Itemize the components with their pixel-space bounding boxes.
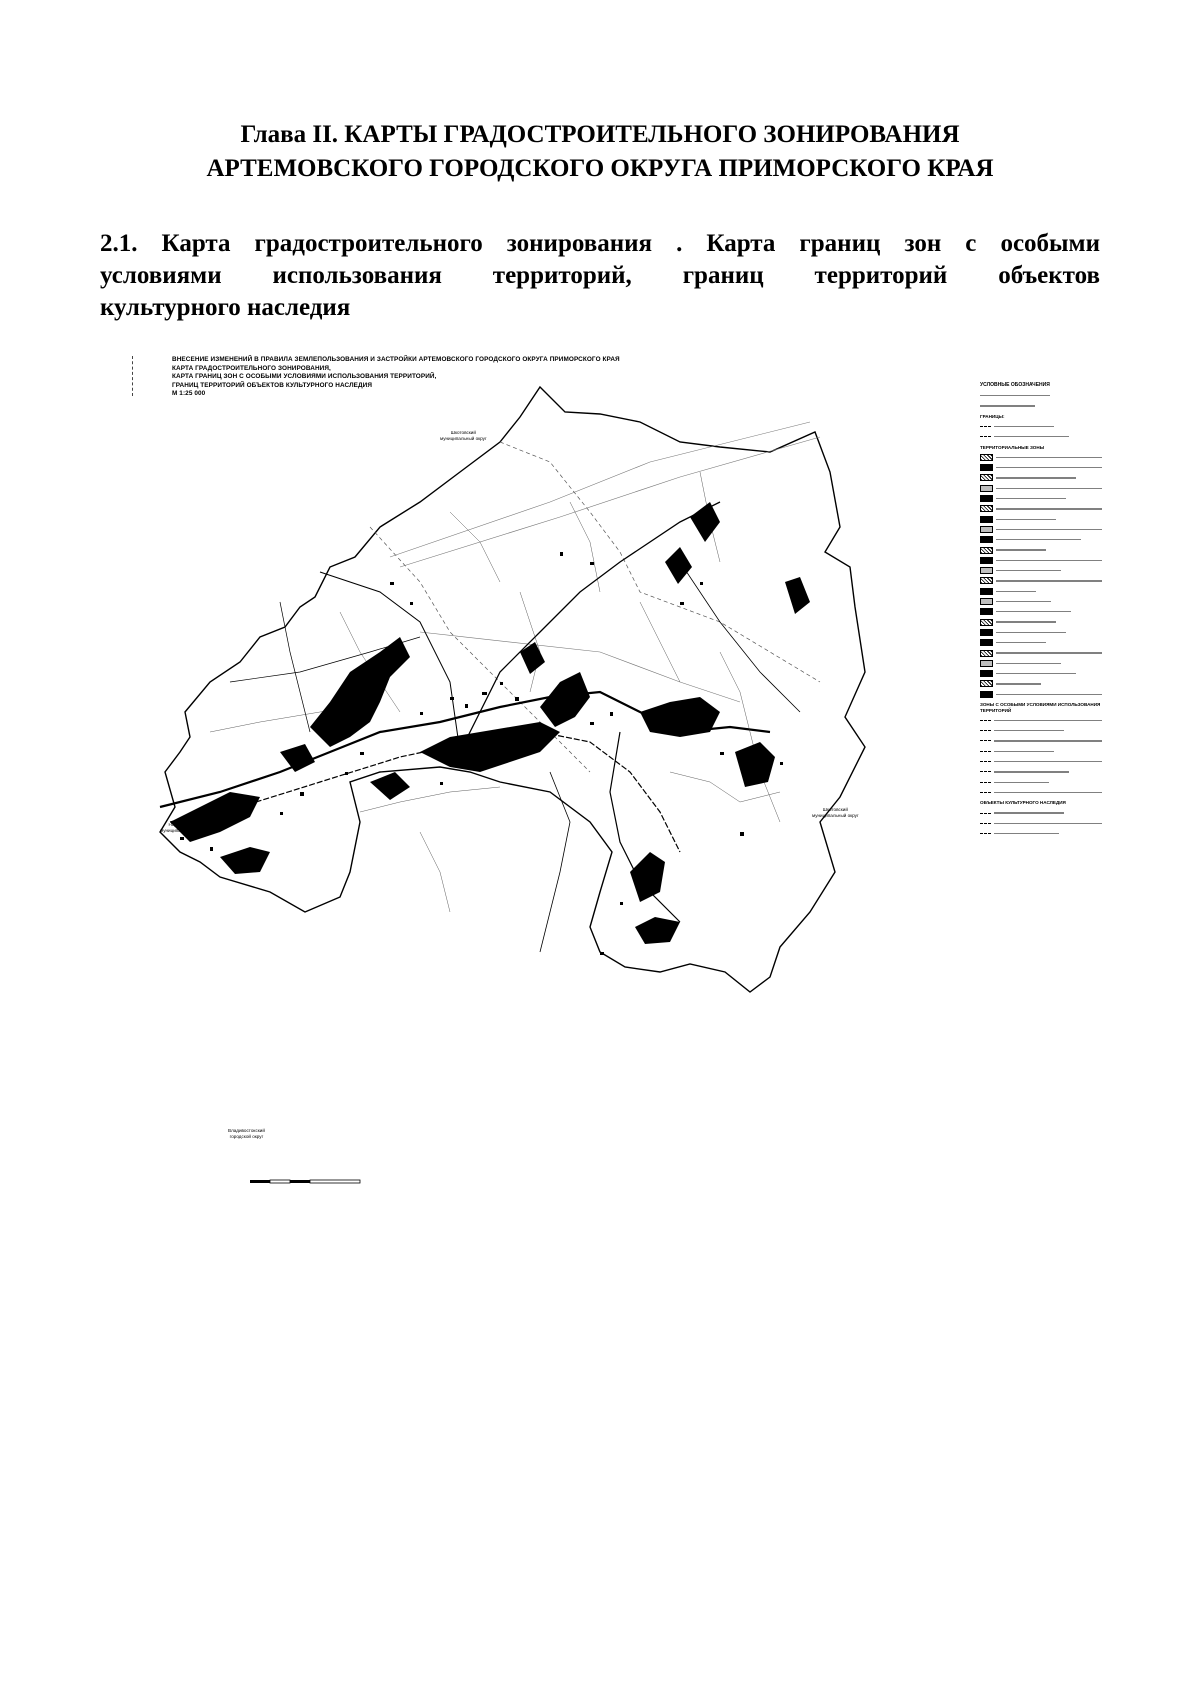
legend-row	[980, 546, 1102, 554]
legend-row	[980, 819, 1102, 827]
legend-section-heritage: ОБЪЕКТЫ КУЛЬТУРНОГО НАСЛЕДИЯ	[980, 800, 1066, 806]
legend-row	[980, 433, 1102, 441]
legend-row	[980, 716, 1102, 724]
legend-row	[980, 639, 1102, 647]
legend-section-zones: ТЕРРИТОРИАЛЬНЫЕ ЗОНЫ	[980, 444, 1045, 450]
label-east: Шкотовский муниципальный округ	[812, 807, 859, 818]
legend-row	[980, 567, 1102, 575]
legend-row	[980, 690, 1102, 698]
section-heading-line3: культурного наследия	[100, 294, 351, 321]
chapter-title-line1: Глава II. КАРТЫ ГРАДОСТРОИТЕЛЬНОГО ЗОНИРОВАНИЯ	[240, 121, 960, 148]
chapter-title-line2: АРТЕМОВСКОГО ГОРОДСКОГО ОКРУГА ПРИМОРСКОГО КРАЯ	[206, 155, 994, 182]
legend-row	[980, 747, 1102, 755]
legend-row	[980, 587, 1102, 595]
legend-row	[980, 598, 1102, 606]
legend-row	[980, 515, 1102, 523]
legend-row	[980, 402, 1102, 410]
legend-row	[980, 788, 1102, 796]
legend-row	[980, 778, 1102, 786]
legend-row	[980, 680, 1102, 688]
legend-row	[980, 422, 1102, 430]
map-header-line2: КАРТА ГРАДОСТРОИТЕЛЬНОГО ЗОНИРОВАНИЯ,	[172, 364, 331, 372]
map-scale: М 1:25 000	[172, 390, 206, 398]
legend-row	[980, 577, 1102, 585]
zone-mid-2	[370, 772, 410, 800]
map-graphic	[120, 352, 980, 1352]
legend-row	[980, 628, 1102, 636]
map-header-line3: КАРТА ГРАНИЦ ЗОН С ОСОБЫМИ УСЛОВИЯМИ ИСПОЛЬЗОВАНИЯ ТЕРРИТОРИЙ,	[172, 373, 437, 381]
legend-row	[980, 505, 1102, 513]
legend-row	[980, 670, 1102, 678]
zoning-map	[120, 352, 1100, 1352]
section-heading	[100, 228, 1100, 324]
legend-row	[980, 830, 1102, 838]
legend-row	[980, 758, 1102, 766]
legend-row	[980, 453, 1102, 461]
legend-row	[980, 525, 1102, 533]
label-west: Надеждинский муниципальный район	[160, 822, 209, 833]
legend-title-line1: УСЛОВНЫЕ ОБОЗНАЧЕНИЯ	[980, 382, 1050, 388]
legend-row	[980, 484, 1102, 492]
legend-row	[980, 608, 1102, 616]
map-legend	[980, 382, 1102, 840]
scale-bar	[250, 1180, 360, 1183]
map-header-line4: ГРАНИЦ ТЕРРИТОРИЙ ОБЪЕКТОВ КУЛЬТУРНОГО НАСЛЕДИЯ	[172, 381, 373, 389]
legend-title	[980, 382, 1102, 389]
legend-row	[980, 474, 1102, 482]
legend-row	[980, 618, 1102, 626]
section-heading-line2: условиями использования территорий, границ территорий объектов	[100, 262, 1100, 289]
legend-row	[980, 809, 1102, 817]
legend-row	[980, 392, 1102, 400]
legend-row	[980, 536, 1102, 544]
legend-row	[980, 737, 1102, 745]
label-north: Шкотовский муниципальный округ	[440, 430, 487, 441]
legend-section-special: ЗОНЫ С ОСОБЫМИ УСЛОВИЯМИ ИСПОЛЬЗОВАНИЯ ТЕРРИТОРИЙ	[980, 702, 1101, 713]
chapter-title	[60, 118, 1140, 186]
label-south: Владивостокский городской округ	[228, 1128, 265, 1139]
legend-row	[980, 464, 1102, 472]
legend-row	[980, 659, 1102, 667]
legend-row	[980, 649, 1102, 657]
map-header-line1: ВНЕСЕНИЕ ИЗМЕНЕНИЙ В ПРАВИЛА ЗЕМЛЕПОЛЬЗОВАНИЯ И ЗАСТРОЙКИ АРТЕМОВСКОГО ГОРОДСКОГО ОКРУГА ПРИМОРСКОГО КРАЯ	[172, 356, 620, 363]
legend-row	[980, 556, 1102, 564]
section-heading-line1: 2.1. Карта градостроительного зонирования . Карта границ зон с особыми	[100, 230, 1100, 257]
legend-section-boundaries: ГРАНИЦЫ:	[980, 413, 1005, 419]
legend-row	[980, 727, 1102, 735]
legend-row	[980, 768, 1102, 776]
legend-row	[980, 495, 1102, 503]
district-boundary	[160, 387, 865, 992]
